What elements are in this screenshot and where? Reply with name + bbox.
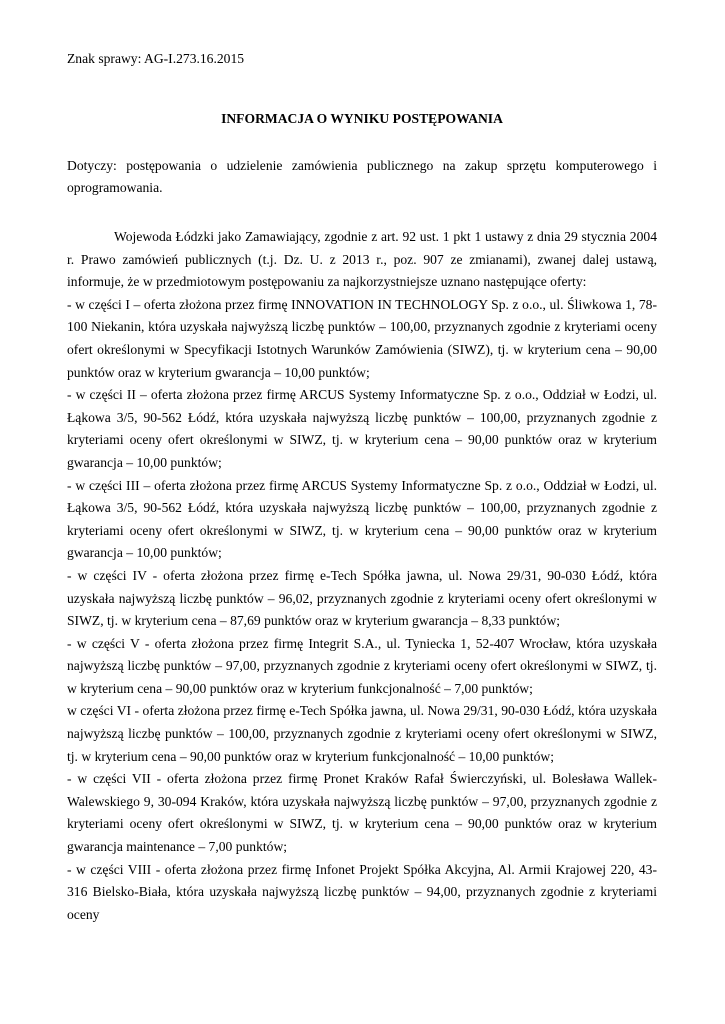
part-iii-paragraph: - w części III – oferta złożona przez firmę ARCUS Systemy Informatyczne Sp. z o.o., Oddział w Łodzi, ul. Łąkowa 3/5, 90-562 Łódź, która uzyskała najwyższą liczbę punktów – 100,00, przyznanych zgodnie z kryteriami oceny ofert określonymi w SIWZ, tj. w kryterium cena – 90,00 punktów oraz w kryterium gwarancja – 10,00 punktów; <box>67 477 657 561</box>
part-iv-paragraph: - w części IV - oferta złożona przez firmę e-Tech Spółka jawna, ul. Nowa 29/31, 90-030 Łódź, która uzyskała najwyższą liczbę punktów – 96,02, przyznanych zgodnie z kryteriami oceny ofert określonymi w SIWZ, tj. w kryterium cena – 87,69 punktów oraz w kryterium gwarancja – 8,33 punktów; <box>67 567 657 629</box>
intro-paragraph: Wojewoda Łódzki jako Zamawiający, zgodnie z art. 92 ust. 1 pkt 1 ustawy z dnia 29 stycznia 2004 r. Prawo zamówień publicznych (t.j. Dz. U. z 2013 r., poz. 907 ze zmianami), zwanej dalej ustawą, informuje, że w przedmiotowym postępowaniu za najkorzystniejsze uznano następujące oferty: <box>67 229 657 290</box>
part-viii-paragraph: - w części VIII - oferta złożona przez firmę Infonet Projekt Spółka Akcyjna, Al. Armii Krajowej 220, 43-316 Bielsko-Biała, która uzyskała najwyższą liczbę punktów – 94,00, przyznanych zgodnie z kryteriami oceny <box>67 861 657 922</box>
part-ii-paragraph: - w części II – oferta złożona przez firmę ARCUS Systemy Informatyczne Sp. z o.o., Oddział w Łodzi, ul. Łąkowa 3/5, 90-562 Łódź, która uzyskała najwyższą liczbę punktów – 100,00, przyznanych zgodnie z kryteriami oceny ofert określonymi w SIWZ, tj. w kryterium cena – 90,00 punktów oraz w kryterium gwarancja – 10,00 punktów; <box>67 387 657 470</box>
document-body <box>67 226 657 926</box>
document-title: INFORMACJA O WYNIKU POSTĘPOWANIA <box>221 111 503 126</box>
part-vii-paragraph: - w części VII - oferta złożona przez firmę Pronet Kraków Rafał Świerczyński, ul. Bolesława Wallek-Walewskiego 9, 30-094 Kraków, która uzyskała najwyższą liczbę punktów – 97,00, przyznanych zgodnie z kryteriami oceny ofert określonymi w SIWZ, tj. w kryterium cena – 90,00 punktów oraz w kryterium gwarancja maintenance – 7,00 punktów; <box>67 771 657 855</box>
subject-paragraph: Dotyczy: postępowania o udzielenie zamówienia publicznego na zakup sprzętu komputerowego i oprogramowania. <box>67 158 657 195</box>
case-reference: Znak sprawy: AG-I.273.16.2015 <box>67 51 245 66</box>
part-v-paragraph: - w części V - oferta złożona przez firmę Integrit S.A., ul. Tyniecka 1, 52-407 Wrocław, która uzyskała najwyższą liczbę punktów – 97,00, przyznanych zgodnie z kryteriami oceny ofert określonymi w SIWZ, tj. w kryterium cena – 90,00 punktów oraz w kryterium funkcjonalność – 7,00 punktów; <box>67 635 657 696</box>
part-i-paragraph: - w części I – oferta złożona przez firmę INNOVATION IN TECHNOLOGY Sp. z o.o., ul. Śliwkowa 1, 78-100 Niekanin, która uzyskała najwyższą liczbę punktów – 100,00, przyznanych zgodnie z kryteriami oceny ofert określonymi w Specyfikacji Istotnych Warunków Zamówienia (SIWZ), tj. w kryterium cena – 90,00 punktów oraz w kryterium gwarancja – 10,00 punktów; <box>67 296 657 380</box>
part-vi-paragraph: w części VI - oferta złożona przez firmę e-Tech Spółka jawna, ul. Nowa 29/31, 90-030 Łódź, która uzyskała najwyższą liczbę punktów – 100,00, przyznanych zgodnie z kryteriami oceny ofert określonymi w SIWZ, tj. w kryterium cena – 90,00 punktów oraz w kryterium funkcjonalność – 10,00 punktów; <box>67 703 657 764</box>
